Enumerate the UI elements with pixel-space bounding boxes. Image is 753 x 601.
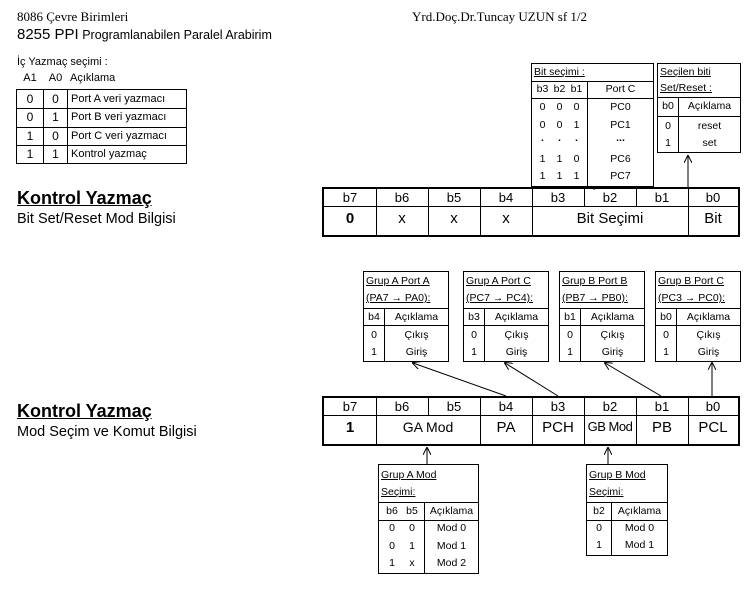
bit-select-r1-port: PC0 [610,101,631,113]
bit-select-header-b1: b1 [570,83,583,95]
group-b-mode-title2: Seçimi: [589,486,624,498]
group-a-mode-r1-b6: 0 [389,522,395,534]
control1-heading: Kontrol Yazmaç [17,188,152,208]
control1-bit-b3: b3 [550,190,566,205]
control1-bit-b6: b6 [394,190,410,205]
set-reset-title1: Seçilen biti [660,66,711,78]
control1-bit-b2: b2 [602,190,618,205]
control1-bit-b5: b5 [446,190,462,205]
control1-value-b4: x [502,210,510,227]
port-box4-r1-desc: Çıkış [696,329,721,341]
internal-reg-title: İç Yazmaç seçimi : [17,56,108,68]
internal-reg-row1-desc: Port A veri yazmacı [71,93,166,105]
internal-reg-row4-a0: 1 [52,147,59,161]
internal-reg-row1-a0: 0 [52,92,59,106]
control2-bit-b6: b6 [394,399,410,414]
bit-select-r1-b3: 0 [539,101,546,113]
control1-subheading: Bit Set/Reset Mod Bilgisi [17,211,176,227]
internal-reg-row2-desc: Port B veri yazmacı [71,111,167,123]
control2-value-ga-mode: GA Mod [402,419,454,435]
port-box4-header-bit: b0 [660,311,672,323]
group-a-mode-r3-b6: 1 [389,557,395,569]
arrow-port-c-upper [505,363,558,396]
control2-bit-b2: b2 [602,399,618,414]
control2-bit-b1: b1 [654,399,670,414]
internal-reg-row1-a1: 0 [26,92,34,106]
group-a-mode-title2: Seçimi: [381,486,416,498]
group-b-mode-title1: Grup B Mod [589,469,646,481]
control1-value-b7: 0 [345,210,355,227]
set-reset-r2-bit: 1 [665,137,671,149]
control1-bit-b4: b4 [498,190,514,205]
arrow-port-a [413,363,506,396]
control2-heading: Kontrol Yazmaç [17,401,152,421]
port-box2-title2: (PC7 → PC4): [466,292,534,304]
group-b-mode-header-desc: Açıklama [617,505,662,517]
group-b-mode-r1-b2: 0 [596,522,602,534]
control1-value-b5: x [450,210,458,227]
port-box3-header-desc: Açıklama [590,311,635,323]
internal-reg-row4-a1: 1 [26,147,34,161]
arrow-port-b [605,363,661,396]
bit-select-r4-b2: 1 [556,153,563,165]
author-page: Yrd.Doç.Dr.Tuncay UZUN sf 1/2 [412,9,588,24]
bit-select-r2-b2: 0 [556,119,563,131]
group-b-mode-r2-desc: Mod 1 [624,539,655,551]
set-reset-header-bit: b0 [662,100,674,112]
control2-value-pcl: PCL [698,419,728,436]
bit-select-r4-b3: 1 [539,153,546,165]
control1-value-b6: x [398,210,406,227]
bit-select-r1-b2: 0 [556,101,563,113]
internal-reg-header-desc: Açıklama [70,72,116,84]
set-reset-title2: Set/Reset : [660,82,712,94]
control2-value-pb: PB [651,419,672,436]
control2-bit-b4: b4 [498,399,514,414]
port-box4-r2-desc: Giriş [697,346,720,358]
bit-select-header-b3: b3 [536,83,549,95]
control1-bit-b0: b0 [705,190,721,205]
group-a-mode-r2-b6: 0 [389,540,395,552]
port-box1-r2-desc: Giriş [405,346,428,358]
internal-reg-header-a0: A0 [48,72,63,84]
control2-value-b7: 1 [345,419,355,436]
port-box1-header-bit: b4 [368,311,380,323]
set-reset-r1-bit: 0 [665,120,671,132]
internal-reg-row2-a0: 1 [52,110,59,124]
port-box1-r1-desc: Çıkış [404,329,429,341]
port-box3-r2-bit: 1 [567,346,573,358]
internal-reg-row3-desc: Port C veri yazmacı [71,130,167,142]
port-box2-header-desc: Açıklama [494,311,539,323]
bit-select-r2-b1: 1 [573,119,580,131]
port-box3-title1: Grup B Port B [562,275,628,287]
control1-value-bit-select: Bit Seçimi [576,210,644,227]
bit-select-r4-port: PC6 [610,153,631,165]
course-title: 8086 Çevre Birimleri [17,9,129,24]
group-a-mode-header-desc: Açıklama [429,505,474,517]
bit-select-r2-b3: 0 [539,119,546,131]
port-box3-title2: (PB7 → PB0): [562,292,628,304]
bit-select-header-b2: b2 [553,83,566,95]
group-a-mode-title1: Grup A Mod [381,469,437,481]
bit-select-title: Bit seçimi : [534,66,585,78]
port-box3-header-bit: b1 [564,311,576,323]
port-box4-r2-bit: 1 [663,346,669,358]
group-a-mode-r3-b5: x [409,557,415,569]
group-a-mode-r2-b5: 1 [409,540,415,552]
control1-bit-b7: b7 [342,190,358,205]
group-b-mode-r2-b2: 1 [596,539,602,551]
control2-bit-b7: b7 [342,399,358,414]
bit-select-header-port: Port C [605,83,636,95]
group-a-mode-r1-b5: 0 [409,522,415,534]
port-box4-title1: Grup B Port C [658,275,724,287]
port-box2-header-bit: b3 [468,311,480,323]
group-a-mode-r3-desc: Mod 2 [436,557,467,569]
internal-reg-row4-desc: Kontrol yazmaç [71,148,147,160]
control2-subheading: Mod Seçim ve Komut Bilgisi [17,424,197,440]
port-box1-title2: (PA7 → PA0): [366,292,431,304]
port-box1-r1-bit: 0 [371,329,377,341]
bit-select-r5-b3: 1 [539,170,546,182]
control1-bit-b1: b1 [654,190,670,205]
port-box3-r2-desc: Giriş [601,346,624,358]
title-main: 8255 PPI [17,26,79,43]
port-box1-r2-bit: 1 [371,346,377,358]
port-box2-r1-bit: 0 [471,329,477,341]
control2-value-gb-mode: GB Mod [587,419,633,434]
group-a-mode-header-b6: b6 [386,505,398,517]
port-box2-title1: Grup A Port C [466,275,531,287]
bit-select-r1-b1: 0 [573,101,580,113]
group-a-mode-r1-desc: Mod 0 [436,522,467,534]
port-box2-r2-desc: Giriş [505,346,528,358]
group-b-mode-header-b2: b2 [593,505,605,517]
control2-bit-b3: b3 [550,399,566,414]
bit-select-r3-port: ... [616,132,625,144]
bit-select-r5-b1: 1 [573,170,580,182]
port-box3-r1-bit: 0 [567,329,573,341]
internal-reg-header-a1: A1 [23,72,37,84]
internal-reg-row3-a1: 1 [26,129,34,143]
set-reset-r1-desc: reset [697,120,722,132]
bit-select-r3-b2: . [558,132,561,144]
port-box2-r2-bit: 1 [471,346,477,358]
control2-bit-b5: b5 [446,399,462,414]
internal-reg-row3-a0: 0 [52,129,59,143]
bit-select-r5-port: PC7 [610,170,631,182]
bit-select-r2-port: PC1 [610,119,631,131]
port-box1-header-desc: Açıklama [394,311,439,323]
bit-select-r3-b1: . [575,132,578,144]
bit-select-r4-b1: 0 [573,153,580,165]
port-box4-title2: (PC3 → PC0): [658,292,726,304]
port-box2-r1-desc: Çıkış [504,329,529,341]
set-reset-r2-desc: set [702,137,717,149]
control2-value-pch: PCH [542,419,574,436]
control2-value-pa: PA [496,419,516,436]
port-box3-r1-desc: Çıkış [600,329,625,341]
group-a-mode-r2-desc: Mod 1 [436,540,467,552]
group-a-mode-header-b5: b5 [406,505,418,517]
port-box4-r1-bit: 0 [663,329,669,341]
port-box1-title1: Grup A Port A [366,275,430,287]
port-box4-header-desc: Açıklama [686,311,731,323]
title-rest: Programlanabilen Paralel Arabirim [78,28,272,42]
control1-value-b0: Bit [704,210,722,227]
bit-select-r5-b2: 1 [556,170,563,182]
internal-reg-row2-a1: 0 [26,110,34,124]
bit-select-r3-b3: . [541,132,544,144]
set-reset-header-desc: Açıklama [687,100,732,112]
group-b-mode-r1-desc: Mod 0 [624,522,655,534]
control2-bit-b0: b0 [705,399,721,414]
